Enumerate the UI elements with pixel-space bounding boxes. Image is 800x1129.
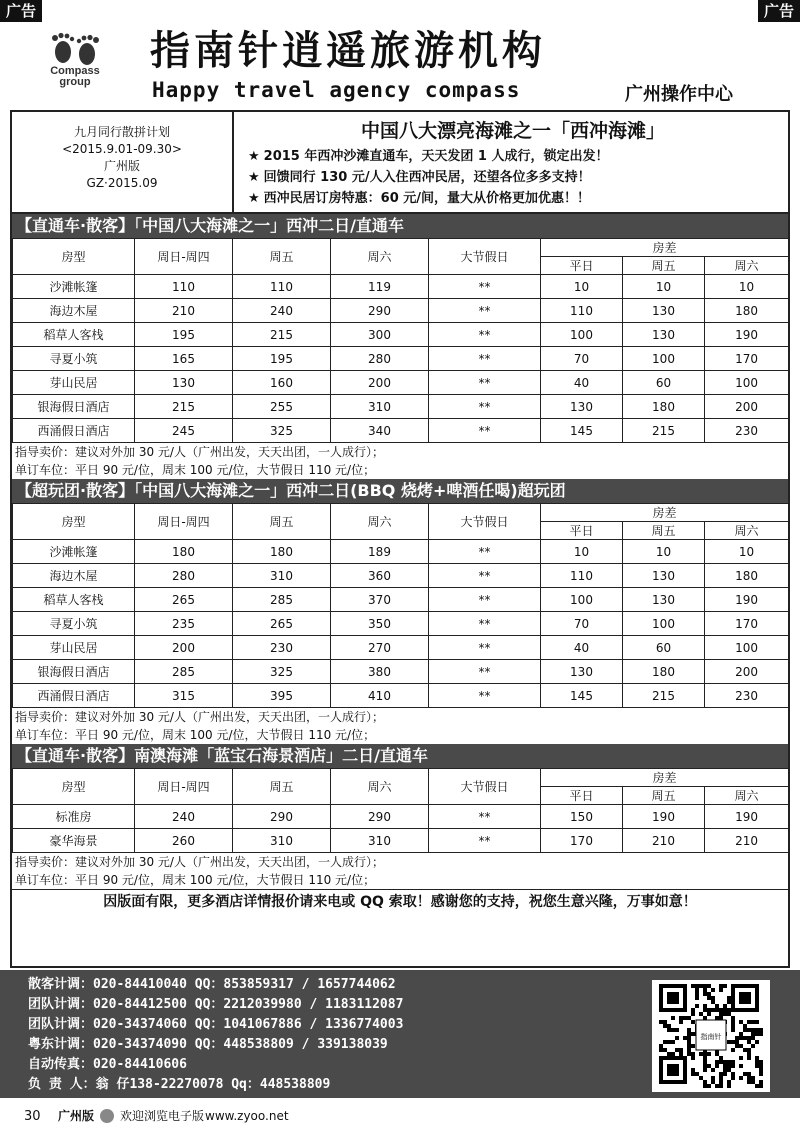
table-cell: ** (429, 395, 541, 419)
website-link[interactable]: www.zyoo.net (205, 1109, 289, 1123)
table-cell: ** (429, 636, 541, 660)
col-holiday: 大节假日 (429, 239, 541, 275)
table-cell: 180 (623, 660, 705, 684)
rate-table (12, 503, 789, 708)
table-cell: 60 (623, 636, 705, 660)
table-cell: 170 (705, 347, 789, 371)
col-sun-thu: 周日-周四 (135, 239, 233, 275)
col-room-diff: 房差 (541, 769, 789, 787)
promo-line (248, 167, 778, 188)
promo-title: 中国八大漂亮海滩之一「西冲海滩」 (360, 120, 665, 142)
table-cell: 稻草人客栈 (13, 323, 135, 347)
contact-row: 团队计调：020-84412500 QQ：2212039980 / 1183112087 (28, 997, 404, 1012)
table-row (13, 588, 789, 612)
section-header: 【超玩团·散客】「中国八大海滩之一」西冲二日(BBQ 烧烤+啤酒任喝)超玩团 (12, 479, 788, 503)
table-cell: ** (429, 805, 541, 829)
table-cell: 210 (135, 299, 233, 323)
rate-sections (12, 214, 788, 889)
table-cell: 395 (233, 684, 331, 708)
table-cell: 380 (331, 660, 429, 684)
table-row (13, 660, 789, 684)
contact-row: 团队计调：020-34374060 QQ：1041067886 / 1336774003 (28, 1017, 404, 1032)
footprints-icon (45, 32, 105, 66)
table-cell: ** (429, 660, 541, 684)
table-cell: 340 (331, 419, 429, 443)
table-cell: 195 (233, 347, 331, 371)
edition-label: 广州版 (58, 1109, 95, 1123)
col-fri: 周五 (233, 504, 331, 540)
table-cell: 100 (541, 588, 623, 612)
table-cell: 260 (135, 829, 233, 853)
table-cell: 170 (541, 829, 623, 853)
table-cell: 40 (541, 636, 623, 660)
promo-line-text: 回馈同行 130 元/人入住西冲民居，还望各位多多支持！ (263, 170, 591, 185)
qr-caption: 指南针 (700, 1033, 722, 1041)
table-cell: 190 (705, 588, 789, 612)
table-cell: ** (429, 612, 541, 636)
table-cell: 180 (705, 299, 789, 323)
page-number: 30 (24, 1109, 41, 1124)
star-icon: ★ (248, 149, 260, 164)
plan-info (12, 112, 234, 212)
table-cell: 315 (135, 684, 233, 708)
page-footer (0, 1104, 800, 1129)
table-cell: 寻夏小筑 (13, 612, 135, 636)
qr-code-icon (656, 984, 766, 1088)
table-cell: 325 (233, 660, 331, 684)
table-cell: 180 (705, 564, 789, 588)
table-row (13, 612, 789, 636)
table-cell: 70 (541, 347, 623, 371)
table-cell: 130 (135, 371, 233, 395)
table-row (13, 636, 789, 660)
table-cell: 130 (623, 564, 705, 588)
table-cell: 100 (541, 323, 623, 347)
table-cell: ** (429, 371, 541, 395)
table-row (13, 347, 789, 371)
table-cell: 110 (541, 564, 623, 588)
table-cell: 10 (705, 275, 789, 299)
table-cell: ** (429, 323, 541, 347)
table-cell: 沙滩帐篷 (13, 540, 135, 564)
col-diff-sat: 周六 (705, 257, 789, 275)
table-cell: 180 (623, 395, 705, 419)
section-note: 指导卖价：建议对外加 30 元/人（广州出发，天天出团，一人成行）； (15, 445, 384, 459)
col-sat: 周六 (331, 769, 429, 805)
table-cell: 119 (331, 275, 429, 299)
table-cell: 230 (233, 636, 331, 660)
table-cell: 10 (705, 540, 789, 564)
table-cell: 芽山民居 (13, 371, 135, 395)
star-icon: ★ (248, 191, 260, 206)
col-diff-fri: 周五 (623, 787, 705, 805)
plan-dates: <2015.9.01-09.30> (62, 142, 182, 156)
contact-row: 散客计调：020-84410040 QQ：853859317 / 1657744062 (28, 977, 396, 992)
table-cell: 150 (541, 805, 623, 829)
promo-line-text: 西冲民居订房特惠：60 元/间，量大从价格更加优惠！！ (263, 191, 591, 206)
promo-line (248, 146, 778, 167)
table-cell: 189 (331, 540, 429, 564)
col-holiday: 大节假日 (429, 504, 541, 540)
table-cell: 110 (541, 299, 623, 323)
tagline: 欢迎浏览电子版 (120, 1109, 205, 1123)
table-cell: 70 (541, 612, 623, 636)
table-cell: 290 (233, 805, 331, 829)
table-cell: 210 (623, 829, 705, 853)
table-row (13, 540, 789, 564)
table-cell: 110 (233, 275, 331, 299)
table-cell: 215 (135, 395, 233, 419)
table-cell: 10 (541, 275, 623, 299)
table-cell: 265 (233, 612, 331, 636)
rate-table (12, 238, 789, 443)
table-cell: 海边木屋 (13, 299, 135, 323)
col-diff-fri: 周五 (623, 522, 705, 540)
table-cell: 100 (705, 371, 789, 395)
table-cell: 270 (331, 636, 429, 660)
table-row (13, 299, 789, 323)
section-note: 单订车位：平日 90 元/位，周末 100 元/位，大节假日 110 元/位； (15, 728, 376, 742)
contact-row: 粤东计调：020-34374090 QQ：448538809 / 339138039 (28, 1037, 388, 1052)
table-cell: 稻草人客栈 (13, 588, 135, 612)
col-diff-sat: 周六 (705, 787, 789, 805)
table-cell: 165 (135, 347, 233, 371)
col-room: 房型 (13, 769, 135, 805)
plan-code: GZ·2015.09 (86, 176, 158, 190)
table-cell: 230 (705, 419, 789, 443)
col-diff-fri: 周五 (623, 257, 705, 275)
table-cell: 200 (331, 371, 429, 395)
promo-block (234, 112, 788, 212)
table-cell: 410 (331, 684, 429, 708)
intro-block (12, 112, 788, 214)
table-cell: 235 (135, 612, 233, 636)
table-cell: 290 (331, 805, 429, 829)
table-cell: ** (429, 684, 541, 708)
section-header: 【直通车·散客】「中国八大海滩之一」西冲二日/直通车 (12, 214, 788, 238)
col-sun-thu: 周日-周四 (135, 769, 233, 805)
table-cell: 银海假日酒店 (13, 660, 135, 684)
table-cell: 40 (541, 371, 623, 395)
globe-icon (100, 1109, 114, 1123)
section-note: 单订车位：平日 90 元/位，周末 100 元/位，大节假日 110 元/位； (15, 463, 376, 477)
table-cell: 280 (331, 347, 429, 371)
table-cell: 170 (705, 612, 789, 636)
table-cell: 310 (331, 395, 429, 419)
section-note: 指导卖价：建议对外加 30 元/人（广州出发，天天出团，一人成行）； (15, 710, 384, 724)
qr-code[interactable] (652, 980, 770, 1092)
logo-text-line-1: Compass (50, 65, 100, 77)
table-cell: 195 (135, 323, 233, 347)
table-row (13, 419, 789, 443)
table-cell: 190 (705, 323, 789, 347)
table-cell: 豪华海景 (13, 829, 135, 853)
contact-panel (0, 970, 800, 1098)
table-cell: ** (429, 299, 541, 323)
plan-edition: 广州版 (103, 159, 140, 173)
logo-text-line-2: group (59, 76, 91, 88)
ad-tag-left: 广告 (0, 0, 42, 22)
table-cell: 210 (705, 829, 789, 853)
table-cell: 10 (541, 540, 623, 564)
table-cell: 10 (623, 275, 705, 299)
col-holiday: 大节假日 (429, 769, 541, 805)
table-cell: 200 (705, 395, 789, 419)
table-cell: 130 (623, 323, 705, 347)
section-note: 指导卖价：建议对外加 30 元/人（广州出发，天天出团，一人成行）； (15, 855, 384, 869)
header (0, 0, 800, 110)
table-cell: 110 (135, 275, 233, 299)
table-cell: ** (429, 564, 541, 588)
table-row (13, 829, 789, 853)
table-cell: 145 (541, 419, 623, 443)
table-row (13, 564, 789, 588)
table-cell: 沙滩帐篷 (13, 275, 135, 299)
col-room-diff: 房差 (541, 239, 789, 257)
col-diff-weekday: 平日 (541, 787, 623, 805)
plan-title: 九月同行散拼计划 (73, 125, 170, 139)
table-cell: 寻夏小筑 (13, 347, 135, 371)
col-fri: 周五 (233, 769, 331, 805)
table-cell: 240 (135, 805, 233, 829)
table-cell: 200 (705, 660, 789, 684)
footer-note: 因版面有限，更多酒店详情报价请来电或 QQ 索取！感谢您的支持，祝您生意兴隆，万事如意！ (12, 889, 788, 914)
table-cell: 130 (623, 299, 705, 323)
table-cell: 325 (233, 419, 331, 443)
table-cell: 215 (623, 419, 705, 443)
col-fri: 周五 (233, 239, 331, 275)
table-cell: 海边木屋 (13, 564, 135, 588)
table-cell: 180 (135, 540, 233, 564)
col-room: 房型 (13, 239, 135, 275)
table-cell: 芽山民居 (13, 636, 135, 660)
table-cell: 200 (135, 636, 233, 660)
table-cell: 310 (331, 829, 429, 853)
table-cell: 265 (135, 588, 233, 612)
table-cell: 285 (233, 588, 331, 612)
col-sun-thu: 周日-周四 (135, 504, 233, 540)
table-cell: ** (429, 347, 541, 371)
ad-tag-right: 广告 (758, 0, 800, 22)
table-cell: 130 (541, 395, 623, 419)
table-cell: 190 (623, 805, 705, 829)
table-cell: 西涌假日酒店 (13, 419, 135, 443)
table-cell: 西涌假日酒店 (13, 684, 135, 708)
brand-english-name: Happy travel agency compass (152, 78, 521, 102)
table-cell: 280 (135, 564, 233, 588)
table-cell: 300 (331, 323, 429, 347)
table-cell: 350 (331, 612, 429, 636)
table-row (13, 275, 789, 299)
col-diff-sat: 周六 (705, 522, 789, 540)
table-cell: ** (429, 588, 541, 612)
table-cell: 310 (233, 829, 331, 853)
table-cell: 215 (623, 684, 705, 708)
contact-row: 负 责 人：翁 仔138-22270078 Qq：448538809 (28, 1077, 331, 1092)
table-cell: ** (429, 829, 541, 853)
table-cell: 100 (705, 636, 789, 660)
table-cell: 245 (135, 419, 233, 443)
table-cell: ** (429, 275, 541, 299)
table-cell: 240 (233, 299, 331, 323)
table-cell: 255 (233, 395, 331, 419)
table-cell: 130 (541, 660, 623, 684)
table-cell: 290 (331, 299, 429, 323)
table-cell: 10 (623, 540, 705, 564)
contact-row: 自动传真：020-84410606 (28, 1057, 187, 1072)
table-row (13, 805, 789, 829)
table-cell: 银海假日酒店 (13, 395, 135, 419)
section-note: 单订车位：平日 90 元/位，周末 100 元/位，大节假日 110 元/位； (15, 873, 376, 887)
promo-line-text: 2015 年西冲沙滩直通车，天天发团 1 人成行，锁定出发！ (263, 149, 609, 164)
rate-sheet (10, 110, 790, 968)
table-cell: 标准房 (13, 805, 135, 829)
table-cell: ** (429, 540, 541, 564)
col-sat: 周六 (331, 504, 429, 540)
col-sat: 周六 (331, 239, 429, 275)
table-row (13, 684, 789, 708)
table-cell: 100 (623, 612, 705, 636)
table-cell: 285 (135, 660, 233, 684)
table-cell: 215 (233, 323, 331, 347)
section-header: 【直通车·散客】南澳海滩「蓝宝石海景酒店」二日/直通车 (12, 744, 788, 768)
table-cell: 60 (623, 371, 705, 395)
table-cell: 370 (331, 588, 429, 612)
star-icon: ★ (248, 170, 260, 185)
rate-table (12, 768, 789, 853)
table-cell: 145 (541, 684, 623, 708)
table-row (13, 323, 789, 347)
table-cell: 190 (705, 805, 789, 829)
operation-center-label: 广州操作中心 (625, 84, 733, 105)
table-cell: 100 (623, 347, 705, 371)
table-row (13, 371, 789, 395)
table-cell: 230 (705, 684, 789, 708)
table-cell: 360 (331, 564, 429, 588)
table-cell: 310 (233, 564, 331, 588)
promo-line (248, 188, 778, 209)
col-room: 房型 (13, 504, 135, 540)
table-cell: 160 (233, 371, 331, 395)
col-room-diff: 房差 (541, 504, 789, 522)
col-diff-weekday: 平日 (541, 257, 623, 275)
table-cell: 130 (623, 588, 705, 612)
brand-chinese-name: 指南针逍遥旅游机构 (150, 27, 546, 74)
compass-logo (30, 32, 120, 102)
col-diff-weekday: 平日 (541, 522, 623, 540)
table-cell: 180 (233, 540, 331, 564)
table-cell: ** (429, 419, 541, 443)
table-row (13, 395, 789, 419)
